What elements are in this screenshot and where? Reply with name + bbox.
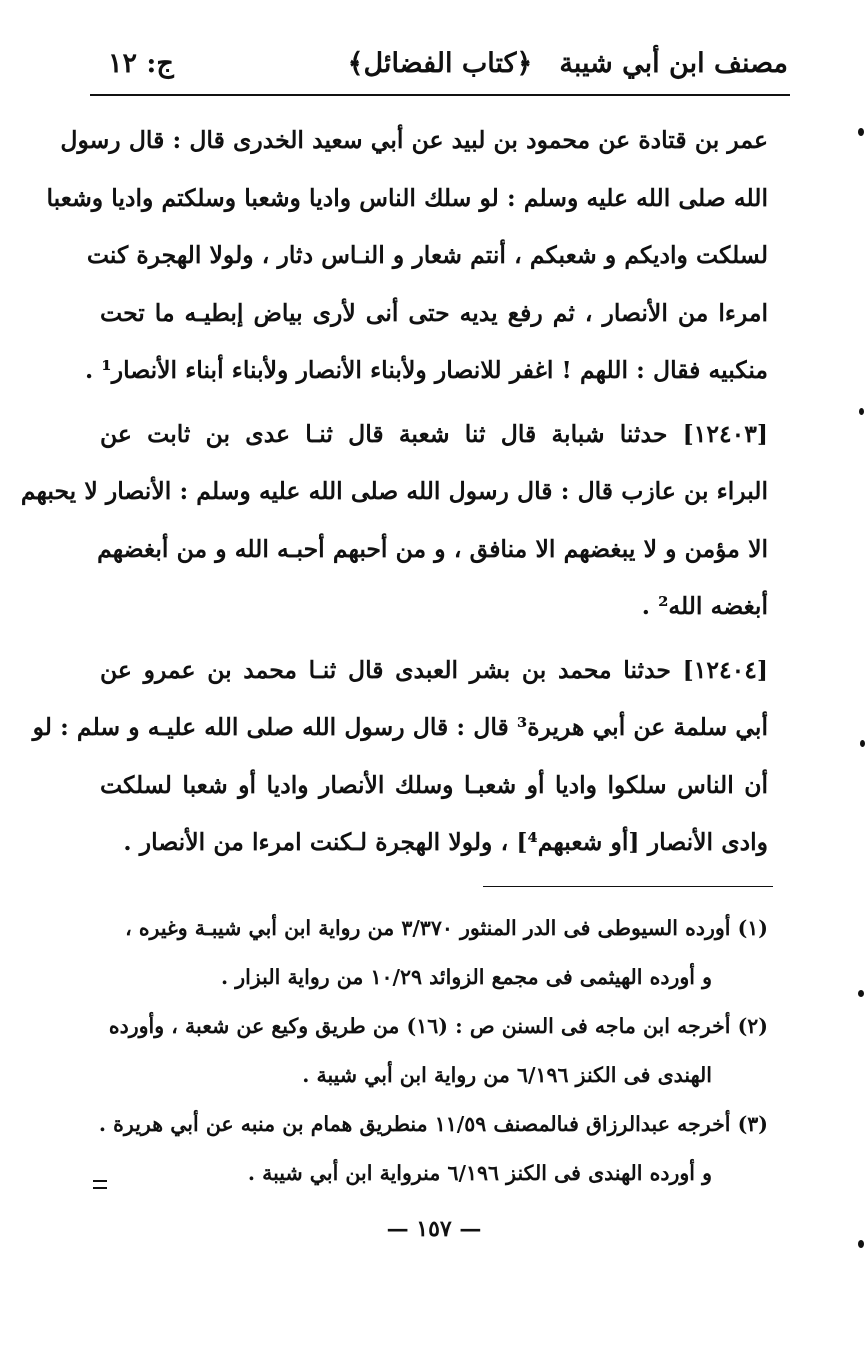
footnote-line: و أورده الهيثمى فى مجمع الزوائد ١٠/٢٩ من رواية البزار . — [221, 965, 712, 989]
page-number: — ١٥٧ — — [386, 1216, 482, 1242]
text-line: الله صلى الله عليه وسلم : لو سلك الناس واديا وشعبا وسلكتم واديا وشعبا — [46, 183, 768, 212]
footnotes — [96, 904, 768, 1198]
text-line: امرءا من الأنصار ، ثم رفع يديه حتى أنى لأرى بياض إبطيـه ما تحت — [100, 298, 768, 327]
volume-number: ج: ١٢ — [108, 48, 174, 79]
footnote-line: و أورده الهندى فى الكنز ٦/١٩٦ منرواية ابن أبي شيبة . — [247, 1161, 712, 1185]
text-line: أبغضه الله² . — [641, 592, 768, 620]
text-line: لسلكت واديكم و شعبكم ، أنتم شعار و النـاس دثار ، ولولا الهجرة كنت — [86, 241, 768, 269]
text-line: أبي سلمة عن أبي هريرة³ قال : قال رسول الله صلى الله عليـه و سلم : لو — [32, 713, 768, 741]
footnote-divider — [483, 886, 773, 887]
double-dash-mark — [93, 1180, 107, 1189]
scan-speck — [858, 128, 864, 136]
scan-speck — [859, 408, 864, 415]
scan-speck — [858, 1240, 864, 1248]
text-line: وادى الأنصار [أو شعبهم⁴] ، ولولا الهجرة لـكنت امرءا من الأنصار . — [123, 828, 768, 856]
text-line: الا مؤمن و لا يبغضهم الا منافق ، و من أحبهم أحبـه الله و من أبغضهم — [97, 534, 768, 563]
hadith-12404-line: [١٢٤٠٤] حدثنا محمد بن بشر العبدى قال ثنـا محمد بن عمرو عن — [100, 655, 768, 684]
book-title: مصنف ابن أبي شيبة — [559, 48, 788, 79]
footnote-line: (٣) أخرجه عبدالرزاق فىالمصنف ١١/٥٩ منطريق همام بن منبه عن أبي هريرة . — [98, 1112, 768, 1136]
text-line: عمر بن قتادة عن محمود بن لبيد عن أبي سعيد الخدرى قال : قال رسول — [60, 126, 768, 154]
footnote-line: الهندى فى الكنز ٦/١٩٦ من رواية ابن أبي شيبة . — [302, 1063, 712, 1087]
text-line: أن الناس سلكوا واديا أو شعبـا وسلك الأنصار واديا أو شعبا لسلكت — [100, 770, 768, 799]
main-text — [20, 112, 768, 872]
chapter-title: ﴿كتاب الفضائل﴾ — [347, 48, 533, 79]
page-header — [90, 42, 790, 96]
scan-speck — [860, 740, 865, 747]
footnote-line: (١) أورده السيوطى فى الدر المنثور ٣/٣٧٠ من رواية ابن أبي شيبـة وغيره ، — [125, 916, 768, 940]
text-line: منكبيه فقال : اللهم ! اغفر للانصار ولأبناء الأنصار ولأبناء أبناء الأنصار¹ . — [85, 356, 768, 384]
scan-speck — [858, 990, 864, 997]
text-line: البراء بن عازب قال : قال رسول الله صلى الله عليه وسلم : الأنصار لا يحبهم — [20, 477, 768, 505]
hadith-12403-line: [١٢٤٠٣] حدثنا شبابة قال ثنا شعبة قال ثنـا عدى بن ثابت عن — [100, 419, 768, 448]
footnote-line: (٢) أخرجه ابن ماجه فى السنن ص : (١٦) من طريق وكيع عن شعبة ، وأورده — [108, 1014, 768, 1038]
